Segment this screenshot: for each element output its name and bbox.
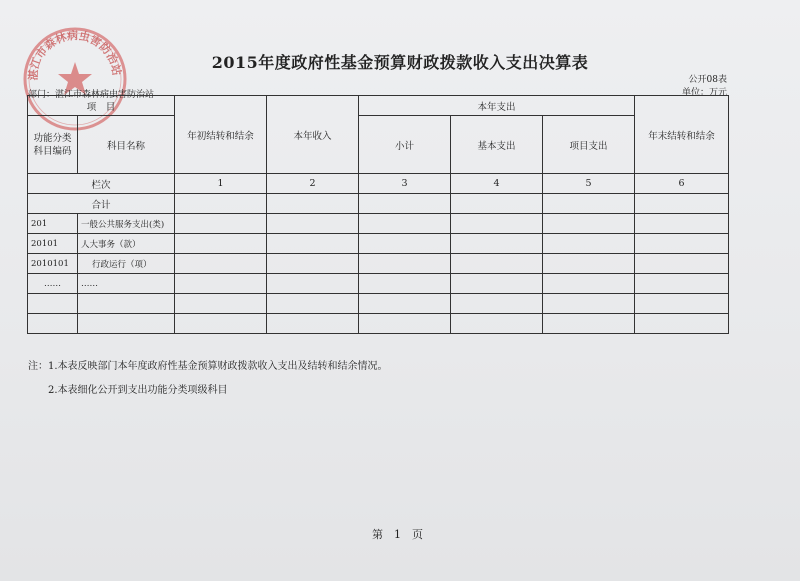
table-cell bbox=[175, 194, 267, 214]
column-index: 2 bbox=[267, 174, 359, 194]
table-row bbox=[28, 294, 729, 314]
table-row bbox=[28, 314, 729, 334]
header-carry-out: 年末结转和结余 bbox=[635, 96, 729, 174]
table-cell bbox=[451, 254, 543, 274]
table-cell bbox=[175, 234, 267, 254]
table-cell bbox=[267, 314, 359, 334]
table-cell bbox=[451, 194, 543, 214]
table-cell bbox=[451, 214, 543, 234]
column-index-label: 栏次 bbox=[28, 174, 175, 194]
header-expense: 本年支出 bbox=[359, 96, 635, 116]
table-cell bbox=[635, 314, 729, 334]
table-cell bbox=[543, 294, 635, 314]
table-cell bbox=[451, 314, 543, 334]
table-cell bbox=[267, 234, 359, 254]
table-cell bbox=[543, 254, 635, 274]
header-func-code: 功能分类科目编码 bbox=[28, 116, 78, 174]
func-code-cell: 20101 bbox=[28, 234, 78, 254]
table-cell bbox=[635, 214, 729, 234]
column-index: 3 bbox=[359, 174, 451, 194]
table-cell bbox=[359, 194, 451, 214]
table-cell bbox=[267, 194, 359, 214]
table-cell bbox=[451, 234, 543, 254]
table-cell bbox=[267, 294, 359, 314]
table-cell bbox=[359, 214, 451, 234]
unit-label: 单位：万元 bbox=[681, 88, 727, 98]
subject-name-cell: 一般公共服务支出(类) bbox=[78, 214, 175, 234]
subject-name-cell bbox=[78, 294, 175, 314]
table-cell bbox=[635, 234, 729, 254]
func-code-cell bbox=[28, 294, 78, 314]
svg-text:湛江市森林病虫害防治站: 湛江市森林病虫害防治站 bbox=[26, 29, 124, 81]
table-cell bbox=[359, 314, 451, 334]
table-cell bbox=[359, 254, 451, 274]
header-subject-name: 科目名称 bbox=[78, 116, 175, 174]
total-row-label: 合计 bbox=[28, 194, 175, 214]
department-label: 部门：湛江市森林病虫害防治站 bbox=[28, 90, 155, 100]
header-subtotal: 小计 bbox=[359, 116, 451, 174]
table-cell bbox=[635, 254, 729, 274]
table-cell bbox=[175, 314, 267, 334]
table-cell bbox=[451, 274, 543, 294]
table-row bbox=[28, 254, 729, 274]
column-index: 1 bbox=[175, 174, 267, 194]
table-cell bbox=[543, 274, 635, 294]
subject-name-cell: …… bbox=[78, 274, 175, 294]
table-cell bbox=[359, 234, 451, 254]
table-cell bbox=[359, 274, 451, 294]
table-row bbox=[28, 274, 729, 294]
table-cell bbox=[543, 314, 635, 334]
table-cell bbox=[543, 234, 635, 254]
column-index: 5 bbox=[543, 174, 635, 194]
table-cell bbox=[635, 194, 729, 214]
table-cell bbox=[359, 294, 451, 314]
table-cell bbox=[175, 274, 267, 294]
header-carry-in: 年初结转和结余 bbox=[175, 96, 267, 174]
subject-name-cell bbox=[78, 314, 175, 334]
func-code-cell: 2010101 bbox=[28, 254, 78, 274]
note-1: 注：1.本表反映部门本年度政府性基金预算财政拨款收入支出及结转和结余情况。 bbox=[28, 361, 388, 372]
table-row bbox=[28, 234, 729, 254]
form-number: 公开08表 bbox=[688, 75, 727, 85]
header-project: 项目支出 bbox=[543, 116, 635, 174]
header-income: 本年收入 bbox=[267, 96, 359, 174]
table-cell bbox=[175, 214, 267, 234]
subject-name-cell: 行政运行（项） bbox=[78, 254, 175, 274]
subject-name-cell: 人大事务（款） bbox=[78, 234, 175, 254]
table-cell bbox=[267, 214, 359, 234]
table-cell bbox=[451, 294, 543, 314]
table-cell bbox=[635, 274, 729, 294]
budget-table bbox=[27, 95, 729, 334]
func-code-cell bbox=[28, 314, 78, 334]
table-cell bbox=[267, 274, 359, 294]
table-row bbox=[28, 214, 729, 234]
func-code-cell: 201 bbox=[28, 214, 78, 234]
table-cell bbox=[543, 214, 635, 234]
header-item: 项 目 bbox=[28, 96, 175, 116]
column-index: 6 bbox=[635, 174, 729, 194]
document-title: 2015年度政府性基金预算财政拨款收入支出决算表 bbox=[211, 53, 589, 72]
table-cell bbox=[175, 254, 267, 274]
func-code-cell: …… bbox=[28, 274, 78, 294]
table-cell bbox=[543, 194, 635, 214]
table-cell bbox=[635, 294, 729, 314]
note-2: 2.本表细化公开到支出功能分类项级科目 bbox=[48, 385, 228, 396]
header-basic: 基本支出 bbox=[451, 116, 543, 174]
table-cell bbox=[267, 254, 359, 274]
page-number: 第 1 页 bbox=[372, 528, 423, 541]
column-index: 4 bbox=[451, 174, 543, 194]
table-cell bbox=[175, 294, 267, 314]
